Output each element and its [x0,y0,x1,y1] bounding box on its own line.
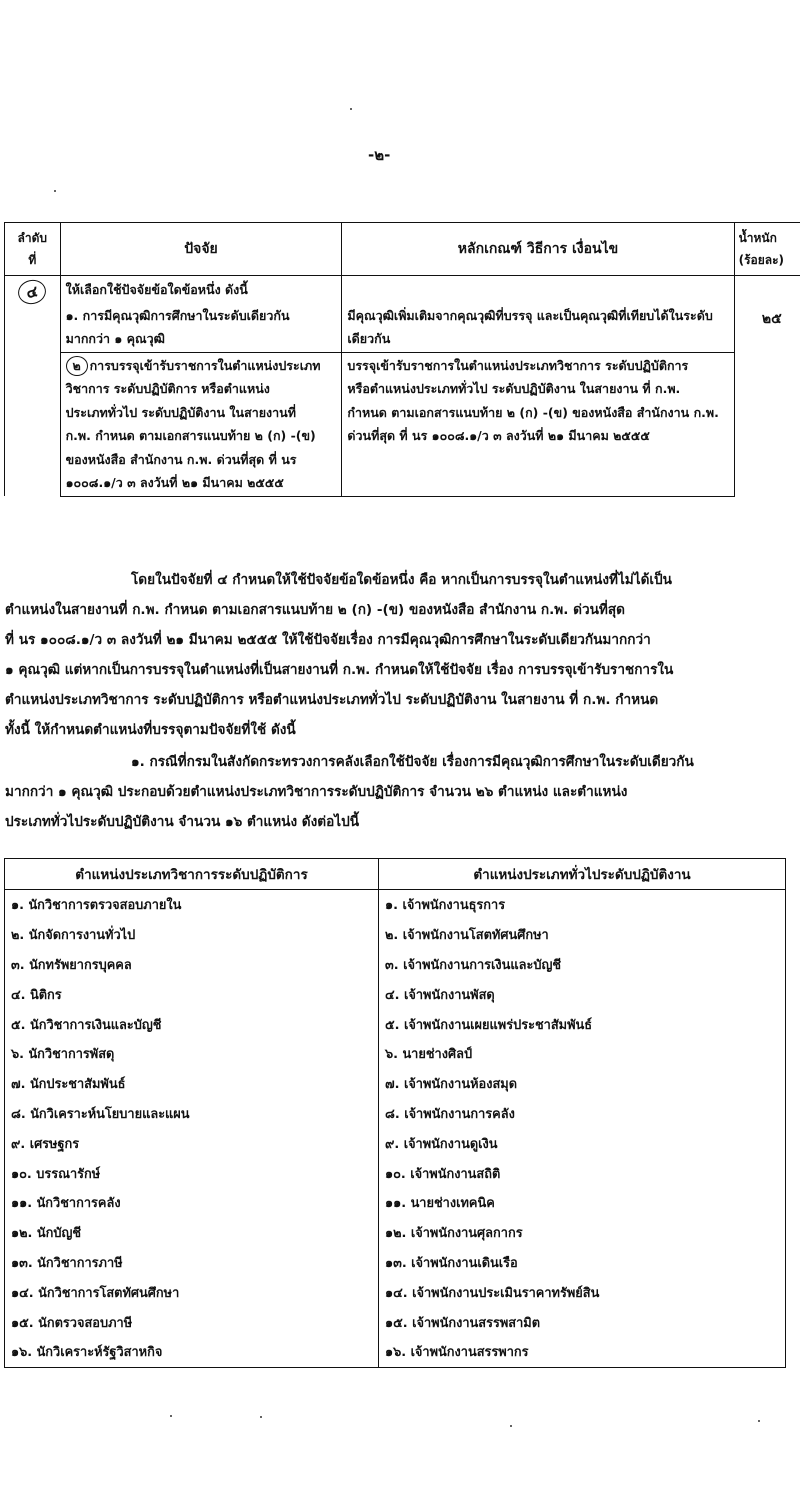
header-weight-line: (ร้อยละ) [738,253,785,267]
general-position: ๔. เจ้าพนักงานพัสดุ [379,979,786,1009]
circled-number: ๔ [16,277,48,306]
positions-body [5,890,786,1368]
table-row [5,1248,786,1278]
general-position: ๑๕. เจ้าพนักงานสรรพสามิต [379,1307,786,1337]
table-row [5,890,786,920]
row-weight: ๒๕ [734,276,800,497]
academic-position: ๑๒. นักบัญชี [5,1218,379,1248]
table-row [5,1188,786,1218]
academic-position: ๖. นักวิชาการพัสดุ [5,1039,379,1069]
positions-table [4,858,786,1368]
header-order [5,223,61,276]
header-order-line: ลำดับ [17,231,48,245]
academic-position: ๑๔. นักวิชาการโสตทัศนศึกษา [5,1277,379,1307]
criteria-line: บรรจุเข้ารับราชการในตำแหน่งประเภทวิชาการ ระดับปฏิบัติการ [347,357,689,373]
table-row [5,1128,786,1158]
paragraph-line: ๑. กรณีที่กรมในสังกัดกระทรวงการคลังเลือกใช้ปัจจัย เรื่องการมีคุณวุฒิการศึกษาในระดับเดียวกัน [131,754,694,770]
factor-option-1 [60,303,342,353]
general-position: ๑๖. เจ้าพนักงานสรรพากร [379,1337,786,1367]
table-row [5,1307,786,1337]
paragraph-case-1 [5,747,781,837]
academic-position: ๑๕. นักตรวจสอบภาษี [5,1307,379,1337]
factor-line: มากกว่า ๑ คุณวุฒิ [65,331,165,346]
academic-position: ๗. นักประชาสัมพันธ์ [5,1069,379,1099]
header-criteria: หลักเกณฑ์ วิธีการ เงื่อนไข [342,223,734,276]
table-row [5,950,786,980]
scan-speck [260,1416,262,1418]
academic-position: ๑๐. บรรณารักษ์ [5,1158,379,1188]
criteria-line: กำหนด ตามเอกสารแนบท้าย ๒ (ก) -(ข) ของหนังสือ สำนักงาน ก.พ. [347,404,719,420]
circled-marker: ๒ [66,356,88,376]
academic-position: ๘. นักวิเคราะห์นโยบายและแผน [5,1099,379,1129]
paragraph-line: ที่ นร ๑๐๐๘.๑/ว ๓ ลงวันที่ ๒๑ มีนาคม ๒๕๕๕ ให้ใช้ปัจจัยเรื่อง การมีคุณวุฒิการศึกษาในระดับเดียวกันมากกว่า [5,632,651,648]
general-position: ๑๓. เจ้าพนักงานเดินเรือ [379,1248,786,1278]
general-position: ๓. เจ้าพนักงานการเงินและบัญชี [379,950,786,980]
factor-line: ก.พ. กำหนด ตามเอกสารแนบท้าย ๒ (ก) -(ข) [65,428,316,443]
table-row [5,1158,786,1188]
paragraph-line: ตำแหน่งประเภทวิชาการ ระดับปฏิบัติการ หรือตำแหน่งประเภททั่วไป ระดับปฏิบัติงาน ในสายงาน ที่ ก.พ. กำหนด [5,692,659,708]
paragraph-line: ตำแหน่งในสายงานที่ ก.พ. กำหนด ตามเอกสารแนบท้าย ๒ (ก) -(ข) ของหนังสือ สำนักงาน ก.พ. ด่วนที่สุด [5,602,625,618]
general-position: ๕. เจ้าพนักงานเผยแพร่ประชาสัมพันธ์ [379,1009,786,1039]
table-row [5,1039,786,1069]
table-row [5,1277,786,1307]
general-position: ๖. นายช่างศิลป์ [379,1039,786,1069]
criteria-line: หรือตำแหน่งประเภททั่วไป ระดับปฏิบัติงาน ในสายงาน ที่ ก.พ. [347,381,681,396]
criteria-empty [342,276,734,303]
academic-position: ๕. นักวิชาการเงินและบัญชี [5,1009,379,1039]
page-number: -๒- [368,146,391,164]
paragraph-factor-4 [5,565,781,745]
scan-speck [54,190,56,192]
academic-position: ๒. นักจัดการงานทั่วไป [5,920,379,950]
academic-position: ๓. นักทรัพยากรบุคคล [5,950,379,980]
factor-line: การบรรจุเข้ารับราชการในตำแหน่งประเภท [89,357,321,373]
criteria-row-intro [5,276,800,303]
criteria-line: เดียวกัน [347,331,391,346]
paragraph-line: โดยในปัจจัยที่ ๔ กำหนดให้ใช้ปัจจัยข้อใดข้อหนึ่ง คือ หากเป็นการบรรจุในตำแหน่งที่ไม่ได้เป็น [131,572,672,588]
general-position: ๘. เจ้าพนักงานการคลัง [379,1099,786,1129]
header-general: ตำแหน่งประเภททั่วไประดับปฏิบัติงาน [379,859,786,890]
header-factor: ปัจจัย [60,223,342,276]
table-row [5,920,786,950]
table-row [5,979,786,1009]
academic-position: ๑. นักวิชาการตรวจสอบภายใน [5,890,379,920]
academic-position: ๑๑. นักวิชาการคลัง [5,1188,379,1218]
table-row [5,1337,786,1367]
table-row [5,1009,786,1039]
scan-speck [170,1415,172,1417]
academic-position: ๑๓. นักวิชาการภาษี [5,1248,379,1278]
general-position: ๑. เจ้าพนักงานธุรการ [379,890,786,920]
header-order-line: ที่ [28,253,37,267]
header-academic: ตำแหน่งประเภทวิชาการระดับปฏิบัติการ [5,859,379,890]
criteria-row-option-1 [5,303,800,353]
academic-position: ๔. นิติกร [5,979,379,1009]
header-weight [734,223,800,276]
factor-line: ๑. การมีคุณวุฒิการศึกษาในระดับเดียวกัน [65,307,290,323]
paragraph-line: ประเภททั่วไประดับปฏิบัติงาน จำนวน ๑๖ ตำแหน่ง ดังต่อไปนี้ [5,814,360,830]
general-position: ๑๒. เจ้าพนักงานศุลกากร [379,1218,786,1248]
general-position: ๑๔. เจ้าพนักงานประเมินราคาทรัพย์สิน [379,1277,786,1307]
table-row [5,1069,786,1099]
general-position: ๙. เจ้าพนักงานดูเงิน [379,1128,786,1158]
scan-speck [350,108,352,110]
general-position: ๑๐. เจ้าพนักงานสถิติ [379,1158,786,1188]
criteria-header-row [5,223,800,276]
factor-line: ๑๐๐๘.๑/ว ๓ ลงวันที่ ๒๑ มีนาคม ๒๕๕๕ [65,475,284,490]
factor-line: วิชาการ ระดับปฏิบัติการ หรือตำแหน่ง [65,381,270,396]
paragraph-line: ๑ คุณวุฒิ แต่หากเป็นการบรรจุในตำแหน่งที่เป็นสายงานที่ ก.พ. กำหนดให้ใช้ปัจจัย เรื่อง การบรรจุเข้ารับราชการใน [5,662,674,678]
criteria-table [4,222,800,497]
factor-option-2 [60,352,342,496]
criteria-line: มีคุณวุฒิเพิ่มเติมจากคุณวุฒิที่บรรจุ และเป็นคุณวุฒิที่เทียบได้ในระดับ [347,307,713,323]
criteria-option-1 [342,303,734,353]
scan-speck [758,1420,760,1422]
criteria-line: ด่วนที่สุด ที่ นร ๑๐๐๘.๑/ว ๓ ลงวันที่ ๒๑ มีนาคม ๒๕๕๕ [347,428,650,443]
factor-intro-text: ให้เลือกใช้ปัจจัยข้อใดข้อหนึ่ง ดังนี้ [65,282,248,297]
table-row [5,1099,786,1129]
factor-intro [60,276,342,303]
scan-speck [510,1425,512,1427]
positions-header-row [5,859,786,890]
criteria-row-option-2 [5,352,800,496]
row-order [5,276,61,497]
paragraph-line: มากกว่า ๑ คุณวุฒิ ประกอบด้วยตำแหน่งประเภทวิชาการระดับปฏิบัติการ จำนวน ๒๖ ตำแหน่ง และตำแหน่ง [5,784,628,800]
paragraph-line: ทั้งนี้ ให้กำหนดตำแหน่งที่บรรจุตามปัจจัยที่ใช้ ดังนี้ [5,722,296,738]
factor-line: ประเภททั่วไป ระดับปฏิบัติงาน ในสายงานที่ [65,404,296,420]
factor-line: ของหนังสือ สำนักงาน ก.พ. ด่วนที่สุด ที่ นร [65,451,297,467]
header-weight-line: น้ำหนัก [738,231,777,245]
general-position: ๑๑. นายช่างเทคนิค [379,1188,786,1218]
general-position: ๗. เจ้าพนักงานห้องสมุด [379,1069,786,1099]
criteria-option-2 [342,352,734,496]
table-row [5,1218,786,1248]
academic-position: ๙. เศรษฐกร [5,1128,379,1158]
academic-position: ๑๖. นักวิเคราะห์รัฐวิสาหกิจ [5,1337,379,1367]
general-position: ๒. เจ้าพนักงานโสตทัศนศึกษา [379,920,786,950]
